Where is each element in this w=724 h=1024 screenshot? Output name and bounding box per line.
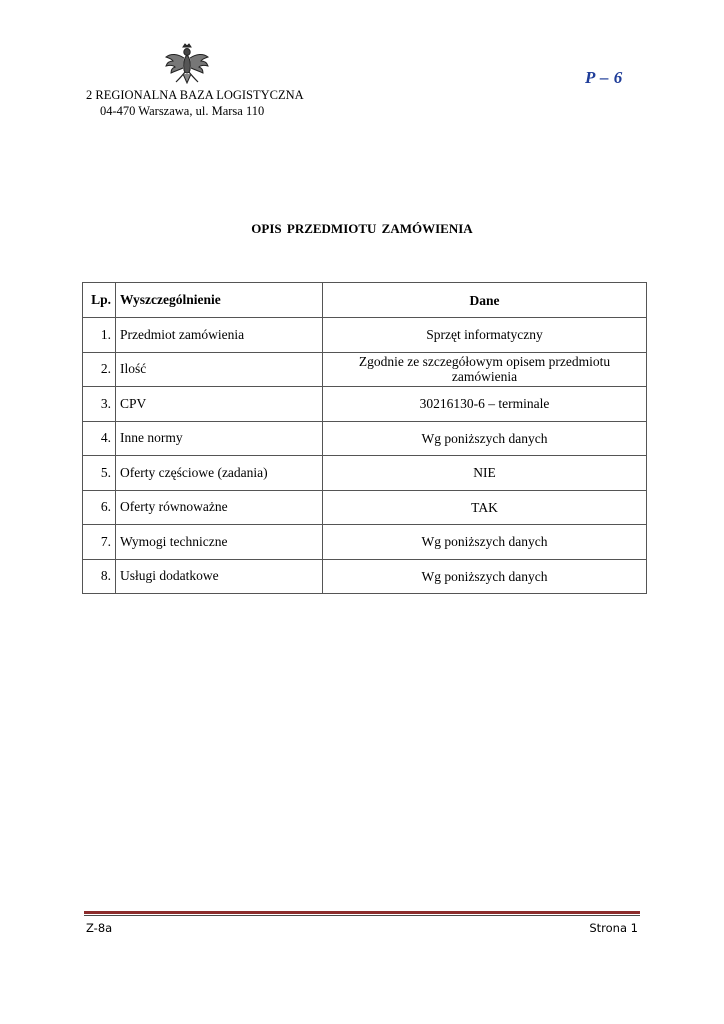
footer-divider-red: [84, 911, 640, 914]
organization-name: 2 REGIONALNA BAZA LOGISTYCZNA: [86, 88, 304, 102]
row-value: Zgodnie ze szczegółowym opisem przedmiotu zamówienia: [323, 352, 647, 387]
organization-address: 04-470 Warszawa, ul. Marsa 110: [100, 104, 265, 118]
table-row: [83, 559, 647, 594]
row-lp: 2.: [83, 352, 116, 387]
row-name: Usługi dodatkowe: [116, 559, 323, 594]
row-lp: 1.: [83, 318, 116, 353]
row-lp: 3.: [83, 387, 116, 422]
row-name: Oferty częściowe (zadania): [116, 456, 323, 491]
row-lp: 5.: [83, 456, 116, 491]
specification-table: [82, 282, 647, 594]
row-name: Wymogi techniczne: [116, 525, 323, 560]
table-row: [83, 387, 647, 422]
row-name: Oferty równoważne: [116, 490, 323, 525]
header-name: Wyszczególnienie: [116, 283, 323, 318]
table-row: [83, 456, 647, 491]
table-header-row: [83, 283, 647, 318]
row-name: Inne normy: [116, 421, 323, 456]
row-value: Wg poniższych danych: [323, 525, 647, 560]
row-value: Wg poniższych danych: [323, 559, 647, 594]
row-value: 30216130-6 – terminale: [323, 387, 647, 422]
row-name: Ilość: [116, 352, 323, 387]
footer-page-number: Strona 1: [589, 921, 638, 935]
row-name: CPV: [116, 387, 323, 422]
polish-eagle-emblem-icon: [163, 42, 211, 84]
row-value: TAK: [323, 490, 647, 525]
row-lp: 8.: [83, 559, 116, 594]
table-row: [83, 352, 647, 387]
organization-block: [86, 87, 304, 119]
document-title: OPIS PRZEDMIOTU ZAMÓWIENIA: [251, 221, 473, 236]
document-code: P – 6: [585, 68, 623, 87]
table-row: [83, 525, 647, 560]
footer-form-code: Z-8a: [86, 921, 113, 935]
header-lp: Lp.: [83, 283, 116, 318]
table-row: [83, 421, 647, 456]
row-name: Przedmiot zamówienia: [116, 318, 323, 353]
header-value: Dane: [323, 283, 647, 318]
table-row: [83, 490, 647, 525]
row-lp: 7.: [83, 525, 116, 560]
footer-divider-dark: [84, 915, 640, 916]
row-value: NIE: [323, 456, 647, 491]
row-value: Sprzęt informatyczny: [323, 318, 647, 353]
row-lp: 4.: [83, 421, 116, 456]
row-value: Wg poniższych danych: [323, 421, 647, 456]
table-row: [83, 318, 647, 353]
row-lp: 6.: [83, 490, 116, 525]
